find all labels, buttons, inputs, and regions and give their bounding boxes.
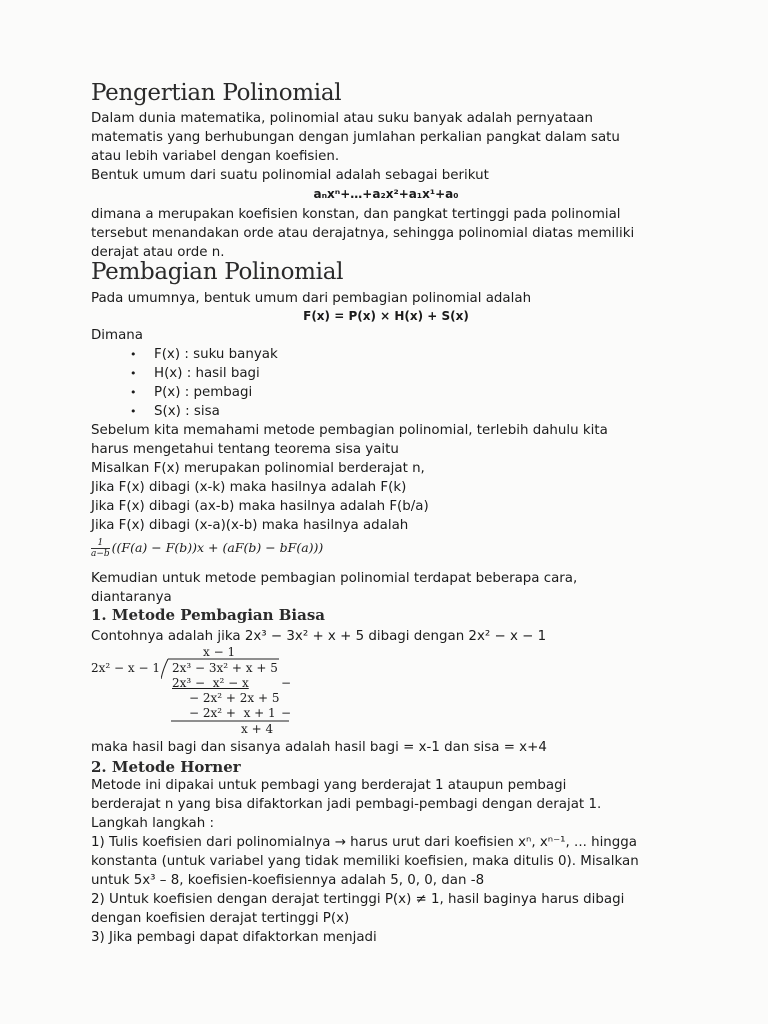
division-formula: F(x) = P(x) × H(x) + S(x) [303, 309, 469, 323]
paragraph-line: Dimana [91, 328, 143, 343]
paragraph-line: Metode ini dipakai untuk pembagi yang berderajat 1 ataupun pembagi [91, 778, 567, 793]
list-item: • S(x) : sisa [130, 402, 278, 421]
paragraph-line: 2) Untuk koefisien dengan derajat tertinggi P(x) ≠ 1, hasil baginya harus dibagi [91, 892, 625, 907]
subtract-line-1: 2x³ − x² − x [172, 676, 249, 690]
minus-sign: − [281, 676, 292, 690]
paragraph-line: untuk 5x³ – 8, koefisien-koefisiennya adalah 5, 0, 0, dan -8 [91, 873, 485, 888]
paragraph-line: Bentuk umum dari suatu polinomial adalah sebagai berikut [91, 168, 489, 183]
paragraph-line: dengan koefisien derajat tertinggi P(x) [91, 911, 350, 926]
fraction-denominator: a−b [91, 549, 110, 559]
subtract-line-2: − 2x² + x + 1 [189, 706, 276, 720]
paragraph-line: Misalkan F(x) merupakan polinomial berderajat n, [91, 461, 425, 476]
paragraph-line: Pada umumnya, bentuk umum dari pembagian polinomial adalah [91, 291, 532, 306]
paragraph-line: 1) Tulis koefisien dari polinomialnya → harus urut dari koefisien xⁿ, xⁿ⁻¹, ... hingga [91, 835, 637, 850]
remainder-formula [91, 538, 323, 559]
paragraph-line: atau lebih variabel dengan koefisien. [91, 149, 340, 164]
paragraph-line: Kemudian untuk metode pembagian polinomial terdapat beberapa cara, [91, 571, 578, 586]
paragraph-line: tersebut menandakan orde atau derajatnya, sehingga polinomial diatas memiliki [91, 226, 635, 241]
dividend: 2x³ − 3x² + x + 5 [172, 661, 278, 675]
paragraph-line: Jika F(x) dibagi (x-a)(x-b) maka hasilnya adalah [91, 518, 409, 533]
long-division [91, 647, 321, 739]
paragraph-line: Contohnya adalah jika 2x³ − 3x² + x + 5 dibagi dengan 2x² − x − 1 [91, 629, 547, 644]
heading-metode-horner: 2. Metode Horner [91, 758, 241, 776]
heading-pengertian-polinomial: Pengertian Polinomial [91, 80, 342, 106]
paragraph-line: konstanta (untuk variabel yang tidak memiliki koefisien, maka ditulis 0). Misalkan [91, 854, 639, 869]
paragraph-line: berderajat n yang bisa difaktorkan jadi pembagi-pembagi dengan derajat 1. [91, 797, 602, 812]
paragraph-line: matematis yang berhubungan dengan jumlahan perkalian pangkat dalam satu [91, 130, 620, 145]
paragraph-line: 3) Jika pembagi dapat difaktorkan menjadi [91, 930, 377, 945]
list-item: • F(x) : suku banyak [130, 345, 278, 364]
general-polynomial-formula: aₙxⁿ+…+a₂x²+a₁x¹+a₀ [313, 187, 459, 201]
paragraph-line: dimana a merupakan koefisien konstan, dan pangkat tertinggi pada polinomial [91, 207, 621, 222]
list-item: • H(x) : hasil bagi [130, 364, 278, 383]
fraction-numerator: 1 [91, 538, 110, 549]
paragraph-line: Dalam dunia matematika, polinomial atau suku banyak adalah pernyataan [91, 111, 593, 126]
divisor: 2x² − x − 1 [91, 661, 160, 675]
heading-metode-pembagian-biasa: 1. Metode Pembagian Biasa [91, 606, 326, 624]
quotient: x − 1 [203, 645, 236, 659]
paragraph-line: harus mengetahui tentang teorema sisa yaitu [91, 442, 399, 457]
paragraph-line: maka hasil bagi dan sisanya adalah hasil bagi = x-1 dan sisa = x+4 [91, 740, 547, 755]
paragraph-line: diantaranya [91, 590, 172, 605]
paragraph-line: Jika F(x) dibagi (ax-b) maka hasilnya adalah F(b/a) [91, 499, 429, 514]
final-remainder: x + 4 [241, 722, 274, 736]
minus-sign: − [281, 706, 292, 720]
remainder-step-1: − 2x² + 2x + 5 [189, 691, 280, 705]
definition-list [130, 345, 278, 421]
heading-pembagian-polinomial: Pembagian Polinomial [91, 259, 344, 285]
paragraph-line: Jika F(x) dibagi (x-k) maka hasilnya adalah F(k) [91, 480, 407, 495]
paragraph-line: Sebelum kita memahami metode pembagian polinomial, terlebih dahulu kita [91, 423, 608, 438]
formula-body: ((F(a) − F(b))x + (aF(b) − bF(a))) [111, 540, 324, 555]
paragraph-line: Langkah langkah : [91, 816, 215, 831]
formula-fraction [91, 538, 110, 559]
list-item: • P(x) : pembagi [130, 383, 278, 402]
paragraph-line: derajat atau orde n. [91, 245, 225, 260]
